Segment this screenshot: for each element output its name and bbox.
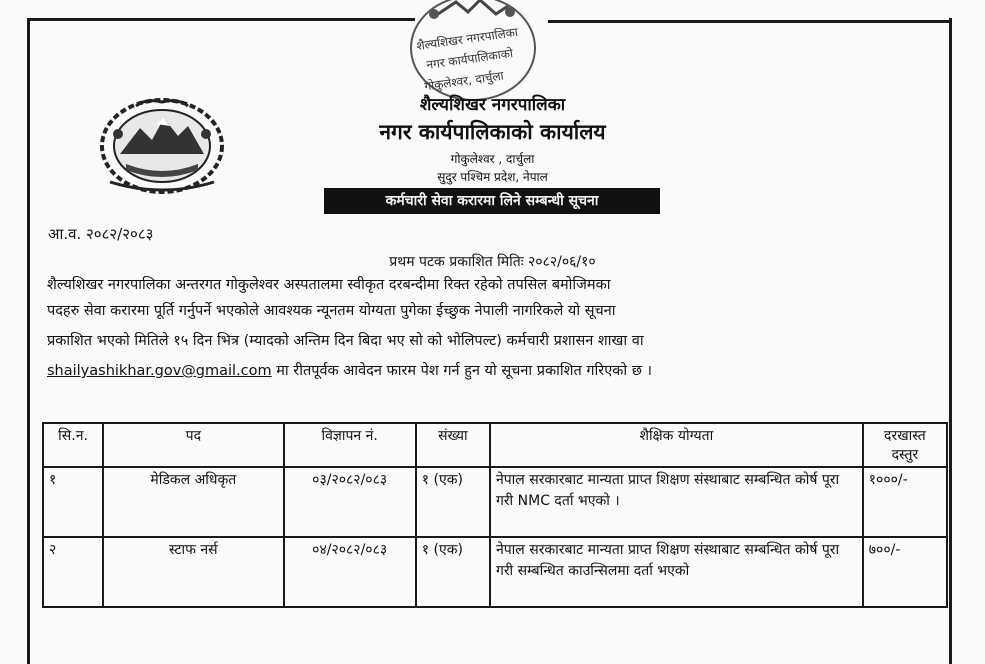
seal-text-3: गोकुलेश्वर, दार्चुला xyxy=(423,68,505,94)
col-header-sn: सि.न. xyxy=(43,423,103,467)
col-header-post: पद xyxy=(103,423,283,467)
notice-body-line-4-text: मा रीतपूर्वक आवेदन फारम पेश गर्न हुन यो सूचना प्रकाशित गरिएको छ । xyxy=(271,363,653,379)
col-header-count: संख्या xyxy=(416,423,490,467)
cell-sn: १ xyxy=(43,467,103,537)
notice-title: कर्मचारी सेवा करारमा लिने सम्बन्धी सूचना xyxy=(324,188,660,214)
col-header-qualification: शैक्षिक योग्यता xyxy=(490,423,863,467)
address-line-2: सुदुर पश्चिम प्रदेश, नेपाल xyxy=(437,170,548,184)
email-link[interactable]: shailyashikhar.gov@gmail.com xyxy=(47,363,272,379)
cell-qualification: नेपाल सरकारबाट मान्यता प्राप्त शिक्षण संस्थाबाट सम्बन्धित कोर्ष पूरा गरी सम्बन्धित काउन्सिलमा दर्ता भएको xyxy=(490,537,863,607)
seal-text-2: नगर कार्यपालिकाको xyxy=(425,45,514,72)
vacancy-table xyxy=(42,422,948,608)
address-line-1: गोकुलेश्वर , दार्चुला xyxy=(450,152,535,166)
page-border-top-left xyxy=(27,18,415,21)
publish-date: प्रथम पटक प्रकाशित मितिः २०८२/०६/१० xyxy=(389,254,596,270)
cell-post: स्टाफ नर्स xyxy=(103,537,283,607)
cell-fee: १०००/- xyxy=(863,467,947,537)
cell-ad-no: ०३/२०८२/०८३ xyxy=(284,467,416,537)
cell-count: १ (एक) xyxy=(416,467,490,537)
office-name: नगर कार्यपालिकाको कार्यालय xyxy=(379,120,606,144)
fiscal-year: आ.व. २०८२/२०८३ xyxy=(48,225,154,243)
table-row xyxy=(43,467,947,537)
cell-qualification: नेपाल सरकारबाट मान्यता प्राप्त शिक्षण संस्थाबाट सम्बन्धित कोर्ष पूरा गरी NMC दर्ता भएको । xyxy=(490,467,863,537)
cell-post: मेडिकल अधिकृत xyxy=(103,467,283,537)
notice-body-line-2: पदहरु सेवा करारमा पूर्ति गर्नुपर्ने भएकोले आवश्यक न्यूनतम योग्यता पुगेका ईच्छुक नेपाली नागरिकले यो सूचना xyxy=(47,303,616,319)
cell-ad-no: ०४/२०८२/०८३ xyxy=(284,537,416,607)
notice-body-line-3: प्रकाशित भएको मितिले १५ दिन भित्र (म्यादको अन्तिम दिन बिदा भए सो को भोलिपल्ट) कर्मचारी प्रशासन शाखा वा xyxy=(47,333,644,349)
cell-fee: ७००/- xyxy=(863,537,947,607)
notice-body-line-1: शैल्यशिखर नगरपालिका अन्तरगत गोकुलेश्वर अस्पतालमा स्वीकृत दरबन्दीमा रिक्त रहेको तपसिल बमोजिमका xyxy=(47,277,611,293)
table-header-row xyxy=(43,423,947,467)
seal-text-1: शैल्यशिखर नगरपालिका xyxy=(415,24,519,54)
table-row xyxy=(43,537,947,607)
col-header-fee: दरखास्त दस्तुर xyxy=(863,423,947,467)
notice-body-line-4 xyxy=(47,360,652,380)
cell-count: १ (एक) xyxy=(416,537,490,607)
municipality-name: शैल्यशिखर नगरपालिका xyxy=(419,95,566,115)
col-header-ad-no: विज्ञापन नं. xyxy=(284,423,416,467)
cell-sn: २ xyxy=(43,537,103,607)
page-border-top-right xyxy=(548,20,952,23)
